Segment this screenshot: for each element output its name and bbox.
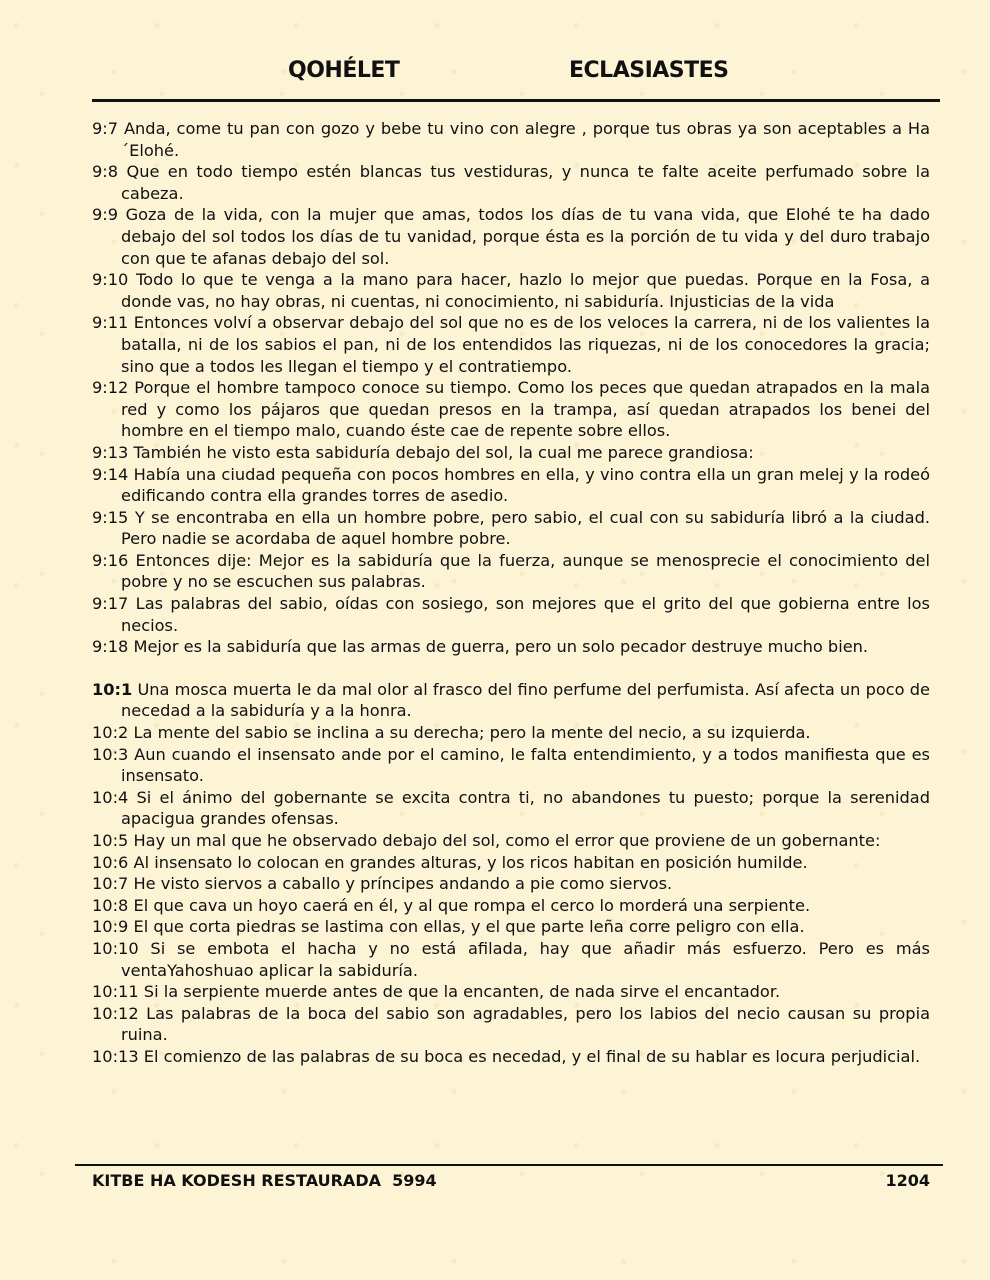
verse-10-1-text: Una mosca muerta le da mal olor al frasco del fino perfume del perfumista. Así afecta un poco de necedad a la sabiduría y a la honra. bbox=[121, 679, 930, 721]
chapter-gap bbox=[92, 658, 930, 679]
verse-9-10: 9:10 Todo lo que te venga a la mano para hacer, hazlo lo mejor que puedas. Porque en la Fosa, a donde vas, no hay obras, ni cuentas, ni conocimiento, ni sabiduría. Injusticias de la vida bbox=[92, 270, 930, 311]
verse-9-14: 9:14 Había una ciudad pequeña con pocos hombres en ella, y vino contra ella un gran melej y la rodeó edificando contra ella grandes torres de asedio. bbox=[92, 464, 930, 506]
footer-divider bbox=[75, 1164, 943, 1166]
page-header bbox=[92, 58, 940, 88]
verse-9-18: 9:18 Mejor es la sabiduría que las armas de guerra, pero un solo pecador destruye mucho bien. bbox=[92, 637, 869, 657]
verse-9-16: 9:16 Entonces dije: Mejor es la sabiduría que la fuerza, aunque se menosprecie el conocimiento del pobre y no se escuchen sus palabras. bbox=[92, 550, 930, 592]
verse-9-9: 9:9 Goza de la vida, con la mujer que amas, todos los días de tu vana vida, que Elohé te ha dado debajo del sol todos los días de tu vanidad, porque ésta es la porción de tu vida y del duro trabajo con que te afanas debajo del sol. bbox=[92, 205, 930, 268]
verse-9-11: 9:11 Entonces volví a observar debajo del sol que no es de los veloces la carrera, ni de los valientes la batalla, ni de los sabios el pan, ni de los entendidos las riquezas, ni de los conocedores la gracia; sino que a todos les llegan el tiempo y el contratiempo. bbox=[92, 313, 930, 376]
verse-9-13: 9:13 También he visto esta sabiduría debajo del sol, la cual me parece grandiosa: bbox=[92, 442, 754, 462]
verse-10-10: 10:10 Si se embota el hacha y no está afilada, hay que añadir más esfuerzo. Pero es más ventaYahoshuao aplicar la sabiduría. bbox=[92, 938, 930, 980]
verse-10-4: 10:4 Si el ánimo del gobernante se excita contra ti, no abandones tu puesto; porque la serenidad apacigua grandes ofensas. bbox=[92, 787, 930, 829]
verse-10-7: 10:7 He visto siervos a caballo y príncipes andando a pie como siervos. bbox=[92, 874, 673, 894]
verse-10-6: 10:6 Al insensato lo colocan en grandes alturas, y los ricos habitan en posición humilde. bbox=[92, 852, 808, 872]
verse-10-12: 10:12 Las palabras de la boca del sabio son agradables, pero los labios del necio causan su propia ruina. bbox=[92, 1003, 930, 1045]
verse-10-8: 10:8 El que cava un hoyo caerá en él, y al que rompa el cerco lo morderá una serpiente. bbox=[92, 895, 811, 915]
verse-10-9: 10:9 El que corta piedras se lastima con ellas, y el que parte leña corre peligro con ella. bbox=[92, 917, 805, 937]
verse-9-8: 9:8 Que en todo tiempo estén blancas tus vestiduras, y nunca te falte aceite perfumado sobre la cabeza. bbox=[92, 162, 930, 203]
header-title-spanish: ECLASIASTES bbox=[569, 58, 729, 83]
verse-9-7: 9:7 Anda, come tu pan con gozo y bebe tu vino con alegre , porque tus obras ya son aceptables a Ha´Elohé. bbox=[92, 119, 930, 160]
verse-9-12: 9:12 Porque el hombre tampoco conoce su tiempo. Como los peces que quedan atrapados en la mala red y como los pájaros que quedan presos en la trampa, así quedan atrapados los benei del hombre en el tiempo malo, cuando éste cae de repente sobre ellos. bbox=[92, 378, 930, 441]
header-title-hebrew: QOHÉLET bbox=[288, 58, 400, 83]
verse-9-15: 9:15 Y se encontraba en ella un hombre pobre, pero sabio, el cual con su sabiduría libró a la ciudad. Pero nadie se acordaba de aquel hombre pobre. bbox=[92, 507, 930, 549]
verse-10-1 bbox=[92, 679, 930, 722]
chapter-start-number: 10:1 bbox=[92, 679, 133, 699]
verse-10-2: 10:2 La mente del sabio se inclina a su derecha; pero la mente del necio, a su izquierda. bbox=[92, 723, 811, 743]
verse-list bbox=[92, 118, 930, 1068]
header-divider bbox=[92, 99, 940, 102]
verse-10-5: 10:5 Hay un mal que he observado debajo del sol, como el error que proviene de un gobernante: bbox=[92, 831, 881, 850]
verse-10-13: 10:13 El comienzo de las palabras de su boca es necedad, y el final de su hablar es locura perjudicial. bbox=[92, 1046, 921, 1066]
verse-10-11: 10:11 Si la serpiente muerde antes de que la encanten, de nada sirve el encantador. bbox=[92, 982, 781, 1002]
verse-9-17: 9:17 Las palabras del sabio, oídas con sosiego, son mejores que el grito del que gobierna entre los necios. bbox=[92, 594, 930, 635]
page-number: 1204 bbox=[885, 1171, 930, 1190]
footer-book-title: KITBE HA KODESH RESTAURADA 5994 bbox=[92, 1171, 437, 1190]
verse-10-3: 10:3 Aun cuando el insensato ande por el camino, le falta entendimiento, y a todos manifiesta que es insensato. bbox=[92, 744, 930, 786]
